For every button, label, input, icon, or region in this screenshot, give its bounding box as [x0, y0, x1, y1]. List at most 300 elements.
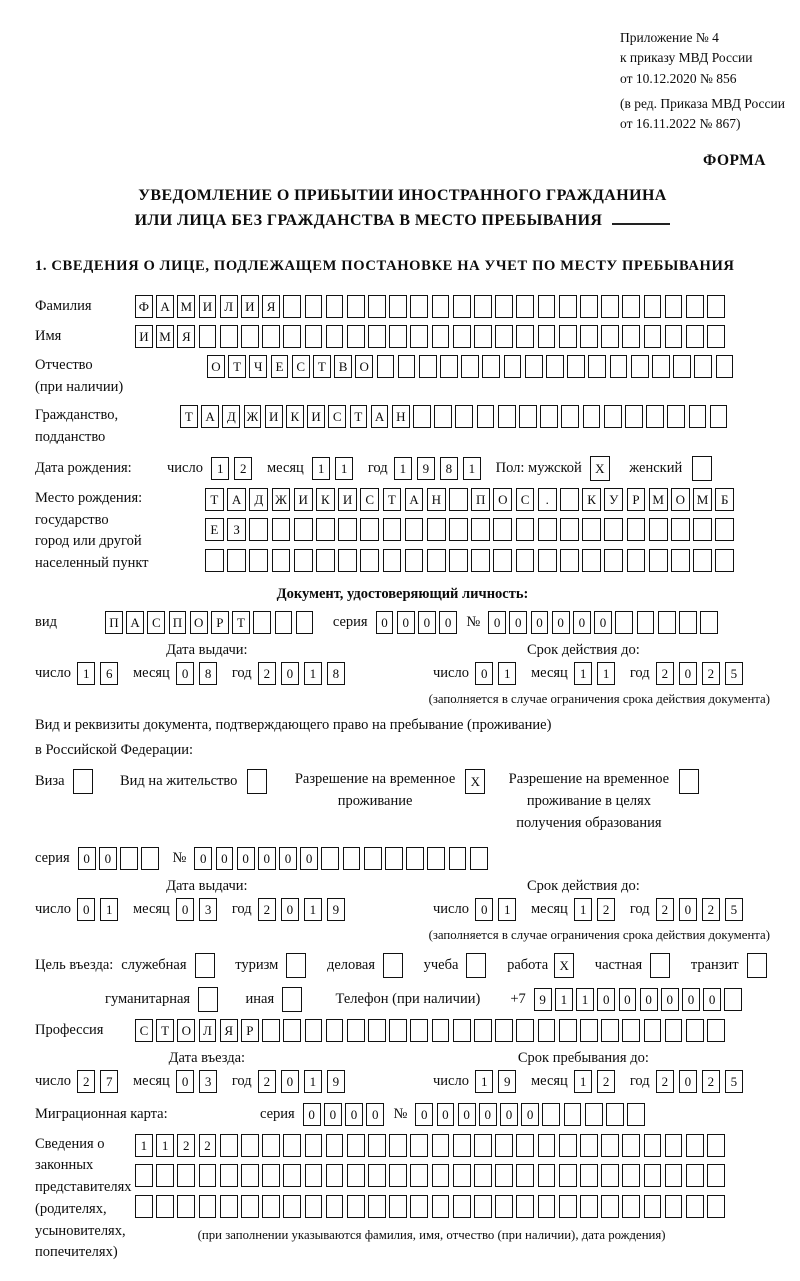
form-cell	[580, 1195, 598, 1218]
form-title-line2: ИЛИ ЛИЦА БЕЗ ГРАЖДАНСТВА В МЕСТО ПРЕБЫВАНИЯ	[134, 212, 603, 230]
profession-label: Профессия	[35, 1021, 104, 1038]
form-cell: И	[241, 295, 259, 318]
form-cell	[338, 518, 357, 541]
form-cell	[665, 1195, 683, 1218]
form-cell	[198, 987, 218, 1012]
seriya-label: серия	[260, 1105, 295, 1122]
form-cell: 0	[679, 1070, 698, 1093]
form-cell: У	[604, 488, 623, 511]
form-cell	[560, 488, 579, 511]
sex-female-label: женский	[629, 459, 683, 476]
migration-card-row	[35, 1103, 770, 1126]
form-cell	[405, 518, 424, 541]
form-cell: 1	[100, 898, 119, 921]
expiry-note: (заполняется в случае ограничения срока действия документа)	[428, 927, 770, 942]
form-cell: О	[493, 488, 512, 511]
form-cell	[455, 405, 473, 428]
patronymic-row	[35, 355, 770, 399]
form-cell: 1	[597, 662, 616, 685]
patronymic-cells	[207, 355, 737, 378]
form-cell: Н	[392, 405, 410, 428]
citizenship-row	[35, 405, 770, 449]
form-cell	[294, 518, 313, 541]
validity-header: Срок действия до:	[527, 877, 640, 894]
birthplace-label-line: город или другой	[35, 533, 142, 550]
profession-row	[35, 1019, 770, 1042]
form-cell	[296, 611, 314, 634]
form-cell: Ф	[135, 295, 153, 318]
form-cell	[347, 295, 365, 318]
form-cell	[627, 1103, 645, 1126]
identity-doc-date-headers	[35, 642, 770, 659]
form-cell	[199, 1164, 217, 1187]
form-cell: 3	[199, 1070, 218, 1093]
phone-cells	[534, 988, 746, 1011]
private-label: частная	[594, 956, 643, 973]
form-cell: Р	[241, 1019, 259, 1042]
form-cell	[692, 456, 712, 481]
form-cell	[247, 769, 267, 794]
form-cell	[305, 295, 323, 318]
form-cell	[283, 295, 301, 318]
form-cell: 0	[78, 847, 96, 870]
form-cell: 0	[439, 611, 457, 634]
form-cell	[282, 987, 302, 1012]
form-cell: И	[294, 488, 313, 511]
form-cell	[347, 1195, 365, 1218]
form-cell: 2	[702, 898, 721, 921]
surname-cells	[135, 295, 728, 318]
form-cell: А	[227, 488, 246, 511]
section-1-heading: 1. СВЕДЕНИЯ О ЛИЦЕ, ПОДЛЕЖАЩЕМ ПОСТАНОВКЕ НА УЧЕТ ПО МЕСТУ ПРЕБЫВАНИЯ	[35, 257, 735, 274]
form-cell: 1	[304, 898, 323, 921]
residence-permit-option	[120, 769, 271, 794]
permit-date-headers	[35, 878, 770, 895]
form-cell	[368, 1164, 386, 1187]
form-cell	[516, 518, 535, 541]
appendix-reference	[620, 28, 785, 134]
form-cell: Д	[222, 405, 240, 428]
form-cell	[516, 295, 534, 318]
form-cell	[177, 1164, 195, 1187]
issue-year-cells	[258, 662, 350, 685]
temp-permit-checkbox	[465, 769, 488, 794]
identity-doc-validity-group	[403, 662, 748, 685]
form-cell	[135, 1164, 153, 1187]
doc-number-cells	[488, 611, 721, 634]
stay-month-cells	[574, 1070, 620, 1093]
form-cell	[283, 1195, 301, 1218]
form-cell	[347, 325, 365, 348]
month-label: месяц	[530, 900, 568, 917]
form-cell: С	[360, 488, 379, 511]
form-cell	[453, 1134, 471, 1157]
form-cell: А	[371, 405, 389, 428]
form-cell	[665, 295, 683, 318]
birth-day-cells	[211, 457, 257, 480]
form-cell: 8	[440, 457, 459, 480]
form-cell: 9	[417, 457, 436, 480]
form-cell	[453, 1019, 471, 1042]
form-cell	[495, 1019, 513, 1042]
year-label: год	[629, 900, 650, 917]
form-cell	[326, 325, 344, 348]
legal-reps-row-1	[135, 1134, 728, 1157]
form-cell: М	[177, 295, 195, 318]
form-cell	[338, 549, 357, 572]
transit-label: транзит	[690, 956, 739, 973]
legal-reps-label-line: попечителях)	[35, 1244, 118, 1261]
form-cell	[347, 1134, 365, 1157]
form-cell	[432, 325, 450, 348]
study-label: учеба	[423, 956, 459, 973]
form-cell: А	[126, 611, 144, 634]
purpose-work-option	[507, 953, 577, 978]
form-cell	[707, 325, 725, 348]
form-cell	[220, 1195, 238, 1218]
entry-month-cells	[176, 1070, 222, 1093]
form-cell	[283, 1164, 301, 1187]
form-cell: 0	[418, 611, 436, 634]
patronymic-label	[35, 355, 207, 399]
form-cell: 2	[258, 662, 277, 685]
form-cell	[538, 325, 556, 348]
form-cell	[604, 518, 623, 541]
form-cell	[434, 405, 452, 428]
purpose-business-option	[327, 953, 406, 978]
firstname-cells	[135, 325, 728, 348]
form-cell: Е	[205, 518, 224, 541]
stay-year-cells	[656, 1070, 748, 1093]
month-label: месяц	[132, 900, 170, 917]
visa-checkbox	[73, 769, 96, 794]
form-cell	[559, 1019, 577, 1042]
tourism-label: туризм	[235, 956, 279, 973]
form-cell	[516, 549, 535, 572]
form-cell	[316, 518, 335, 541]
form-cell: 0	[345, 1103, 363, 1126]
issue-date-header: Дата выдачи:	[166, 642, 248, 659]
form-cell: 0	[437, 1103, 455, 1126]
form-cell	[410, 1164, 428, 1187]
form-cell	[449, 549, 468, 572]
purpose-transit-option	[691, 953, 770, 978]
form-cell: Т	[313, 355, 331, 378]
form-cell	[516, 1134, 534, 1157]
sex-male-checkbox	[590, 456, 613, 481]
form-cell	[601, 1019, 619, 1042]
form-cell: А	[405, 488, 424, 511]
form-cell: О	[177, 1019, 195, 1042]
permit-number-cells	[194, 847, 491, 870]
form-title	[35, 184, 770, 234]
form-cell	[707, 295, 725, 318]
form-cell	[504, 355, 522, 378]
form-cell: 0	[194, 847, 212, 870]
migration-card-label: Миграционная карта:	[35, 1105, 168, 1122]
month-label: месяц	[266, 459, 304, 476]
purpose-label: Цель въезда:	[35, 956, 114, 973]
form-cell	[432, 1164, 450, 1187]
birth-year-cells	[394, 457, 486, 480]
issue-day-cells	[77, 662, 123, 685]
temp-permit-option	[295, 769, 489, 813]
form-cell: 1	[304, 662, 323, 685]
form-cell	[644, 1019, 662, 1042]
day-label: число	[35, 900, 71, 917]
residence-permit-checkbox	[247, 769, 270, 794]
form-cell	[601, 1164, 619, 1187]
validity-day-cells	[475, 662, 521, 685]
form-cell: 0	[303, 1103, 321, 1126]
form-cell	[644, 1134, 662, 1157]
form-cell	[665, 1019, 683, 1042]
form-cell: 0	[324, 1103, 342, 1126]
form-cell	[368, 295, 386, 318]
year-label: год	[231, 1072, 252, 1089]
form-cell	[283, 1019, 301, 1042]
form-cell	[560, 549, 579, 572]
form-cell	[665, 1164, 683, 1187]
form-cell: 0	[216, 847, 234, 870]
form-cell	[671, 549, 690, 572]
issue-date-header: Дата выдачи:	[166, 877, 248, 894]
form-cell: X	[554, 953, 574, 978]
surname-row	[35, 295, 770, 318]
residence-doc-intro-line2: в Российской Федерации:	[35, 742, 194, 759]
permit-issue-year-cells	[258, 898, 350, 921]
form-cell	[368, 325, 386, 348]
form-cell: Т	[232, 611, 250, 634]
form-cell: Е	[271, 355, 289, 378]
form-cell	[360, 518, 379, 541]
form-cell: 2	[702, 1070, 721, 1093]
form-cell: 0	[640, 988, 658, 1011]
purpose-tourism-option	[235, 953, 310, 978]
form-cell	[262, 1195, 280, 1218]
form-cell	[305, 325, 323, 348]
form-cell	[406, 847, 424, 870]
form-cell	[241, 1134, 259, 1157]
form-cell	[631, 355, 649, 378]
legal-reps-label-line: законных	[35, 1157, 94, 1174]
form-cell	[580, 1164, 598, 1187]
form-cell	[272, 549, 291, 572]
form-cell	[474, 1134, 492, 1157]
phone-label: Телефон (при наличии)	[335, 990, 481, 1007]
form-cell	[495, 325, 513, 348]
form-cell: 5	[725, 898, 744, 921]
form-cell	[580, 295, 598, 318]
form-cell: 2	[702, 662, 721, 685]
edu-permit-label: Разрешение на временное проживание в целях получения образования	[508, 771, 670, 831]
form-cell: 1	[555, 988, 573, 1011]
issue-month-cells	[176, 662, 222, 685]
form-cell: 2	[199, 1134, 217, 1157]
humanitarian-label: гуманитарная	[105, 990, 191, 1007]
form-cell	[716, 355, 734, 378]
form-cell	[294, 549, 313, 572]
form-cell	[427, 518, 446, 541]
form-cell	[693, 518, 712, 541]
form-cell: 0	[176, 1070, 195, 1093]
form-cell	[453, 295, 471, 318]
form-cell: 1	[312, 457, 331, 480]
form-cell	[644, 1164, 662, 1187]
identity-doc-issue-group	[35, 662, 385, 685]
form-cell	[601, 325, 619, 348]
form-cell	[316, 549, 335, 572]
form-cell: Н	[427, 488, 446, 511]
form-cell	[644, 325, 662, 348]
form-cell: 2	[656, 1070, 675, 1093]
form-cell: Л	[220, 295, 238, 318]
form-cell: 8	[327, 662, 346, 685]
form-cell: 0	[479, 1103, 497, 1126]
permit-seriya-row	[35, 847, 770, 870]
form-cell: 2	[177, 1134, 195, 1157]
appendix-line: от 10.12.2020 № 856	[620, 70, 737, 86]
form-cell: Я	[220, 1019, 238, 1042]
form-cell: 1	[394, 457, 413, 480]
form-cell	[585, 1103, 603, 1126]
form-cell	[413, 405, 431, 428]
form-cell	[305, 1164, 323, 1187]
form-cell: И	[135, 325, 153, 348]
day-label: число	[433, 900, 469, 917]
form-cell	[498, 405, 516, 428]
form-cell	[707, 1195, 725, 1218]
form-cell	[449, 847, 467, 870]
visit-purpose-row	[35, 953, 770, 978]
form-cell	[410, 1195, 428, 1218]
form-cell	[199, 1195, 217, 1218]
form-cell	[440, 355, 458, 378]
form-cell: 0	[300, 847, 318, 870]
residence-doc-intro-line1: Вид и реквизиты документа, подтверждающего право на пребывание (проживание)	[35, 717, 552, 734]
birthplace-label	[35, 488, 205, 575]
month-label: месяц	[530, 665, 568, 682]
day-label: число	[433, 1072, 469, 1089]
business-checkbox	[383, 953, 406, 978]
form-cell	[567, 355, 585, 378]
form-cell: П	[105, 611, 123, 634]
form-cell: Р	[211, 611, 229, 634]
month-label: месяц	[530, 1072, 568, 1089]
form-cell: 0	[281, 898, 300, 921]
identity-doc-dates-row	[35, 662, 770, 685]
work-label: работа	[507, 956, 549, 973]
purpose-study-option	[424, 953, 490, 978]
form-cell	[665, 1134, 683, 1157]
seriya-label: серия	[332, 614, 368, 631]
migration-number-cells	[415, 1103, 648, 1126]
form-cell	[658, 611, 676, 634]
form-cell: 1	[498, 898, 517, 921]
year-label: год	[231, 665, 252, 682]
form-cell	[604, 549, 623, 572]
form-cell: 0	[703, 988, 721, 1011]
form-cell	[262, 1134, 280, 1157]
form-cell	[652, 355, 670, 378]
form-cell	[627, 518, 646, 541]
month-label: месяц	[132, 665, 170, 682]
visa-option	[35, 769, 96, 794]
form-cell	[637, 611, 655, 634]
form-cell	[227, 549, 246, 572]
birth-date-row	[35, 456, 770, 481]
form-cell: 0	[281, 1070, 300, 1093]
form-cell	[389, 1019, 407, 1042]
form-cell	[326, 1195, 344, 1218]
form-cell: Я	[262, 295, 280, 318]
forma-label: ФОРМА	[702, 152, 766, 170]
form-cell	[516, 325, 534, 348]
form-cell: 8	[199, 662, 218, 685]
form-cell	[627, 549, 646, 572]
form-cell	[410, 1019, 428, 1042]
form-cell: 2	[597, 898, 616, 921]
form-cell: 0	[279, 847, 297, 870]
form-cell	[538, 549, 557, 572]
entry-year-cells	[258, 1070, 350, 1093]
form-cell: 0	[397, 611, 415, 634]
form-cell: О	[671, 488, 690, 511]
form-cell: Р	[627, 488, 646, 511]
form-cell: 0	[176, 898, 195, 921]
form-cell: X	[590, 456, 610, 481]
form-cell	[410, 1134, 428, 1157]
doc-kind-label: вид	[35, 614, 57, 631]
purpose-humanitarian-option	[105, 987, 222, 1012]
form-cell: П	[169, 611, 187, 634]
form-cell	[220, 1134, 238, 1157]
form-cell	[582, 549, 601, 572]
form-cell	[347, 1019, 365, 1042]
form-cell	[326, 1164, 344, 1187]
form-cell	[220, 325, 238, 348]
form-cell: 0	[509, 611, 527, 634]
form-cell	[360, 549, 379, 572]
form-cell: 0	[237, 847, 255, 870]
birthplace-block	[35, 488, 770, 580]
form-cell	[679, 769, 699, 794]
form-cell	[671, 518, 690, 541]
form-cell	[493, 549, 512, 572]
form-cell	[542, 1103, 560, 1126]
form-cell	[580, 1134, 598, 1157]
form-cell: 1	[498, 662, 517, 685]
edu-permit-checkbox	[679, 769, 702, 794]
form-cell: И	[199, 295, 217, 318]
form-cell: 0	[552, 611, 570, 634]
entry-date-header: Дата въезда:	[168, 1049, 246, 1066]
form-cell	[474, 1164, 492, 1187]
form-cell: Т	[228, 355, 246, 378]
form-cell	[601, 1195, 619, 1218]
official-label: служебная	[121, 956, 187, 973]
form-cell: В	[334, 355, 352, 378]
form-cell: 2	[234, 457, 253, 480]
tourism-checkbox	[286, 953, 309, 978]
form-cell	[466, 953, 486, 978]
form-cell	[495, 295, 513, 318]
form-cell	[495, 1164, 513, 1187]
form-cell: 0	[531, 611, 549, 634]
form-cell	[474, 325, 492, 348]
form-cell	[583, 405, 601, 428]
form-cell: Д	[249, 488, 268, 511]
